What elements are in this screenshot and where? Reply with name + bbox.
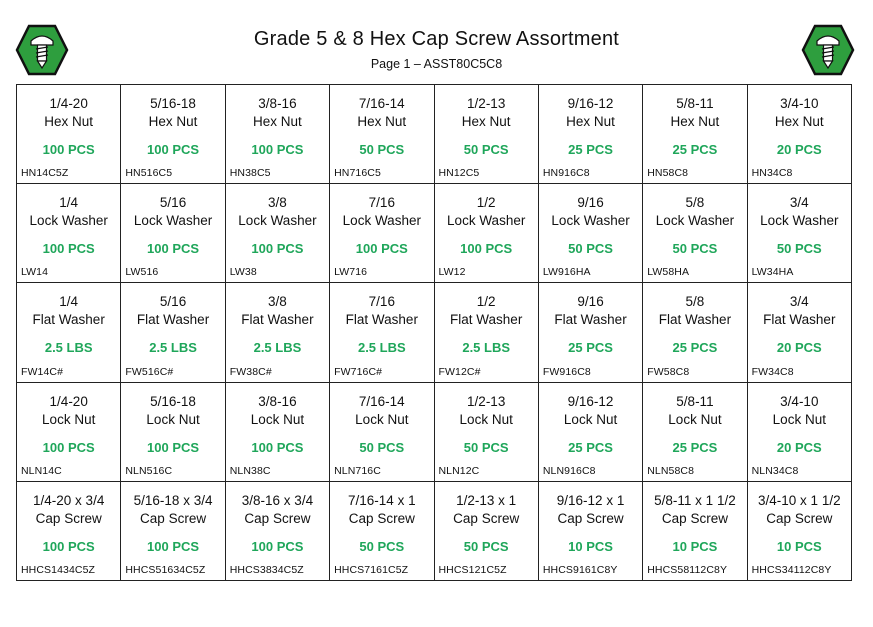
page-subtitle: Page 1 – ASST80C5C8 bbox=[370, 57, 503, 71]
assortment-grid bbox=[16, 84, 852, 581]
item-quantity: 20 PCS bbox=[776, 340, 822, 356]
item-quantity: 100 PCS bbox=[251, 241, 304, 257]
item-quantity: 100 PCS bbox=[355, 241, 408, 257]
item-quantity: 50 PCS bbox=[359, 538, 405, 554]
item-cell bbox=[17, 184, 121, 283]
item-description: Lock Washer bbox=[760, 213, 839, 229]
item-cell bbox=[17, 283, 121, 382]
page-title: Grade 5 & 8 Hex Cap Screw Assortment bbox=[253, 28, 620, 50]
item-quantity: 100 PCS bbox=[147, 142, 200, 157]
item-cell bbox=[435, 184, 539, 283]
item-quantity: 100 PCS bbox=[42, 439, 95, 455]
item-code: HHCS3834C5Z bbox=[229, 563, 304, 576]
item-quantity: 100 PCS bbox=[42, 538, 95, 554]
item-code: HN12C5 bbox=[438, 167, 480, 180]
item-size: 7/16-14 bbox=[358, 96, 405, 111]
item-size: 3/8-16 x 3/4 bbox=[241, 492, 314, 508]
item-size: 5/8 bbox=[685, 195, 705, 211]
item-description: Hex Nut bbox=[774, 114, 824, 129]
item-quantity: 25 PCS bbox=[568, 439, 613, 455]
item-code: NLN14C bbox=[21, 464, 62, 477]
item-description: Flat Washer bbox=[32, 312, 105, 328]
item-quantity: 25 PCS bbox=[568, 142, 613, 157]
item-quantity: 2.5 LBS bbox=[44, 340, 93, 356]
item-size: 7/16-14 x 1 bbox=[348, 492, 416, 508]
item-quantity: 25 PCS bbox=[672, 439, 718, 455]
item-code: FW34C8 bbox=[751, 365, 794, 378]
item-size: 3/8-16 bbox=[258, 96, 297, 111]
item-quantity: 50 PCS bbox=[672, 241, 718, 257]
item-quantity: 50 PCS bbox=[359, 439, 405, 455]
item-description: Cap Screw bbox=[661, 510, 728, 526]
item-description: Hex Nut bbox=[253, 114, 302, 129]
item-code: HHCS51634C5Z bbox=[125, 563, 206, 576]
item-code: HN516C5 bbox=[125, 167, 173, 180]
item-description: Flat Washer bbox=[345, 312, 418, 328]
item-size: 3/4 bbox=[789, 195, 809, 211]
item-cell bbox=[121, 85, 225, 184]
item-description: Hex Nut bbox=[566, 114, 615, 129]
item-description: Cap Screw bbox=[244, 510, 311, 526]
item-description: Cap Screw bbox=[557, 510, 624, 526]
item-cell bbox=[748, 85, 852, 184]
item-description: Hex Nut bbox=[461, 114, 511, 129]
item-code: HHCS1434C5Z bbox=[21, 563, 96, 576]
item-code: FW58C8 bbox=[647, 365, 690, 378]
item-cell bbox=[121, 184, 225, 283]
item-size: 3/4-10 x 1 1/2 bbox=[758, 492, 841, 508]
item-description: Flat Washer bbox=[450, 312, 523, 328]
item-description: Hex Nut bbox=[148, 114, 198, 129]
item-quantity: 2.5 LBS bbox=[357, 340, 406, 356]
item-code: FW716C# bbox=[334, 365, 383, 378]
item-cell bbox=[539, 283, 643, 382]
item-cell bbox=[330, 184, 434, 283]
item-code: HHCS7161C5Z bbox=[334, 563, 409, 576]
item-size: 3/4 bbox=[789, 294, 809, 310]
item-code: FW916C8 bbox=[542, 365, 591, 378]
item-cell bbox=[330, 383, 434, 482]
item-code: HHCS121C5Z bbox=[438, 563, 507, 576]
item-description: Cap Screw bbox=[766, 510, 833, 526]
item-size: 5/16 bbox=[159, 195, 187, 211]
item-code: HHCS58112C8Y bbox=[647, 563, 728, 576]
item-description: Flat Washer bbox=[136, 312, 210, 328]
item-cell bbox=[539, 85, 643, 184]
item-code: LW12 bbox=[438, 266, 466, 279]
item-quantity: 2.5 LBS bbox=[149, 340, 197, 356]
item-description: Hex Nut bbox=[670, 114, 720, 129]
item-description: Lock Nut bbox=[668, 411, 722, 427]
item-size: 5/16 bbox=[159, 294, 187, 310]
item-cell bbox=[435, 283, 539, 382]
item-size: 5/8 bbox=[685, 294, 705, 310]
item-description: Cap Screw bbox=[453, 510, 520, 526]
item-size: 7/16 bbox=[368, 294, 395, 310]
item-description: Hex Nut bbox=[44, 114, 94, 129]
item-size: 1/2-13 x 1 bbox=[456, 492, 517, 508]
item-cell bbox=[121, 482, 225, 581]
item-quantity: 50 PCS bbox=[463, 142, 509, 157]
item-cell bbox=[748, 383, 852, 482]
item-code: LW916HA bbox=[542, 266, 591, 279]
item-description: Lock Washer bbox=[655, 213, 735, 229]
item-size: 9/16 bbox=[577, 195, 604, 211]
item-size: 9/16-12 x 1 bbox=[556, 492, 625, 508]
item-description: Lock Nut bbox=[772, 411, 826, 427]
item-code: HN716C5 bbox=[334, 167, 381, 180]
item-description: Flat Washer bbox=[554, 312, 627, 328]
item-quantity: 25 PCS bbox=[672, 340, 718, 356]
item-cell bbox=[226, 184, 330, 283]
item-description: Lock Washer bbox=[447, 213, 526, 229]
item-cell bbox=[435, 85, 539, 184]
item-code: NLN58C8 bbox=[647, 464, 695, 477]
item-size: 1/4 bbox=[59, 294, 79, 310]
item-quantity: 100 PCS bbox=[147, 439, 200, 455]
item-code: HHCS9161C8Y bbox=[542, 563, 618, 576]
item-cell bbox=[17, 85, 121, 184]
item-code: NLN12C bbox=[438, 464, 480, 477]
item-quantity: 20 PCS bbox=[776, 142, 822, 157]
item-size: 1/4-20 x 3/4 bbox=[33, 492, 105, 508]
item-cell bbox=[226, 482, 330, 581]
item-description: Lock Nut bbox=[563, 411, 618, 427]
item-code: HN916C8 bbox=[542, 167, 590, 180]
item-size: 1/2 bbox=[476, 195, 496, 211]
item-description: Lock Washer bbox=[551, 213, 630, 229]
item-size: 3/8-16 bbox=[258, 393, 297, 409]
item-code: HHCS34112C8Y bbox=[751, 563, 832, 576]
item-description: Hex Nut bbox=[357, 114, 407, 129]
item-code: LW38 bbox=[229, 266, 257, 279]
item-cell bbox=[435, 383, 539, 482]
item-quantity: 50 PCS bbox=[568, 241, 613, 257]
item-size: 3/8 bbox=[268, 294, 287, 310]
item-size: 3/4-10 bbox=[780, 96, 819, 111]
item-quantity: 100 PCS bbox=[251, 538, 304, 554]
item-size: 5/8-11 bbox=[676, 393, 714, 409]
item-description: Lock Nut bbox=[146, 411, 200, 427]
item-cell bbox=[330, 283, 434, 382]
item-cell bbox=[748, 184, 852, 283]
item-quantity: 2.5 LBS bbox=[462, 340, 511, 356]
item-cell bbox=[643, 283, 747, 382]
item-size: 1/4-20 bbox=[49, 96, 88, 111]
item-code: LW34HA bbox=[751, 266, 794, 279]
item-size: 3/4-10 bbox=[780, 393, 819, 409]
item-size: 1/4 bbox=[59, 195, 79, 211]
item-description: Lock Nut bbox=[42, 411, 96, 427]
item-size: 9/16-12 bbox=[567, 393, 614, 409]
item-code: FW14C# bbox=[21, 365, 64, 378]
item-quantity: 100 PCS bbox=[147, 241, 200, 257]
item-size: 1/2-13 bbox=[467, 96, 506, 111]
item-size: 1/2 bbox=[476, 294, 496, 310]
item-quantity: 2.5 LBS bbox=[253, 340, 302, 356]
item-code: LW58HA bbox=[647, 266, 690, 279]
item-code: HN38C5 bbox=[229, 167, 271, 180]
item-quantity: 100 PCS bbox=[147, 538, 200, 554]
item-quantity: 100 PCS bbox=[251, 439, 304, 455]
item-cell bbox=[748, 283, 852, 382]
item-cell bbox=[643, 383, 747, 482]
item-cell bbox=[643, 482, 747, 581]
item-quantity: 25 PCS bbox=[568, 340, 613, 356]
item-description: Flat Washer bbox=[658, 312, 732, 328]
item-cell bbox=[226, 383, 330, 482]
item-quantity: 50 PCS bbox=[463, 538, 509, 554]
item-cell bbox=[17, 482, 121, 581]
item-code: NLN34C8 bbox=[751, 464, 799, 477]
item-size: 3/8 bbox=[268, 195, 287, 211]
item-quantity: 50 PCS bbox=[359, 142, 405, 157]
item-size: 7/16-14 bbox=[358, 393, 405, 409]
item-cell bbox=[226, 85, 330, 184]
item-cell bbox=[330, 85, 434, 184]
item-description: Lock Washer bbox=[342, 213, 421, 229]
item-quantity: 100 PCS bbox=[42, 241, 95, 257]
item-code: FW516C# bbox=[125, 365, 174, 378]
item-quantity: 10 PCS bbox=[776, 538, 822, 554]
item-quantity: 50 PCS bbox=[463, 439, 509, 455]
item-code: NLN516C bbox=[125, 464, 173, 477]
item-cell bbox=[539, 482, 643, 581]
item-code: NLN716C bbox=[334, 464, 381, 477]
item-cell bbox=[17, 383, 121, 482]
item-size: 9/16-12 bbox=[567, 96, 614, 111]
item-cell bbox=[435, 482, 539, 581]
item-code: HN34C8 bbox=[751, 167, 793, 180]
item-quantity: 100 PCS bbox=[42, 142, 95, 157]
item-code: HN14C5Z bbox=[21, 167, 69, 180]
item-size: 5/16-18 bbox=[150, 393, 196, 409]
item-code: HN58C8 bbox=[647, 167, 689, 180]
item-quantity: 25 PCS bbox=[672, 142, 718, 157]
item-size: 5/8-11 x 1 1/2 bbox=[654, 492, 736, 508]
item-code: NLN916C8 bbox=[542, 464, 596, 477]
item-size: 1/4-20 bbox=[49, 393, 88, 409]
item-cell bbox=[121, 283, 225, 382]
item-quantity: 10 PCS bbox=[672, 538, 718, 554]
item-code: FW12C# bbox=[438, 365, 481, 378]
item-size: 5/16-18 bbox=[150, 96, 196, 111]
item-quantity: 20 PCS bbox=[776, 439, 822, 455]
item-size: 7/16 bbox=[368, 195, 395, 211]
item-cell bbox=[330, 482, 434, 581]
item-code: FW38C# bbox=[229, 365, 272, 378]
item-description: Lock Nut bbox=[250, 411, 305, 427]
item-description: Lock Washer bbox=[29, 213, 108, 229]
item-description: Lock Nut bbox=[355, 411, 409, 427]
item-description: Lock Washer bbox=[238, 213, 317, 229]
item-description: Lock Washer bbox=[133, 213, 213, 229]
item-cell bbox=[539, 383, 643, 482]
item-size: 9/16 bbox=[577, 294, 604, 310]
item-quantity: 50 PCS bbox=[776, 241, 822, 257]
item-size: 5/16-18 x 3/4 bbox=[133, 492, 213, 508]
item-cell bbox=[643, 184, 747, 283]
item-description: Cap Screw bbox=[348, 510, 415, 526]
item-description: Flat Washer bbox=[241, 312, 314, 328]
item-description: Cap Screw bbox=[35, 510, 102, 526]
item-quantity: 100 PCS bbox=[460, 241, 513, 257]
item-description: Cap Screw bbox=[140, 510, 207, 526]
item-code: NLN38C bbox=[229, 464, 271, 477]
item-size: 5/8-11 bbox=[676, 96, 714, 111]
item-code: LW14 bbox=[21, 266, 49, 279]
item-description: Flat Washer bbox=[763, 312, 836, 328]
item-description: Lock Nut bbox=[459, 411, 513, 427]
item-cell bbox=[539, 184, 643, 283]
item-size: 1/2-13 bbox=[467, 393, 506, 409]
item-code: LW516 bbox=[125, 266, 159, 279]
item-cell bbox=[121, 383, 225, 482]
item-quantity: 100 PCS bbox=[251, 142, 304, 157]
item-cell bbox=[643, 85, 747, 184]
item-quantity: 10 PCS bbox=[568, 538, 613, 554]
item-code: LW716 bbox=[334, 266, 368, 279]
item-cell bbox=[748, 482, 852, 581]
item-cell bbox=[226, 283, 330, 382]
